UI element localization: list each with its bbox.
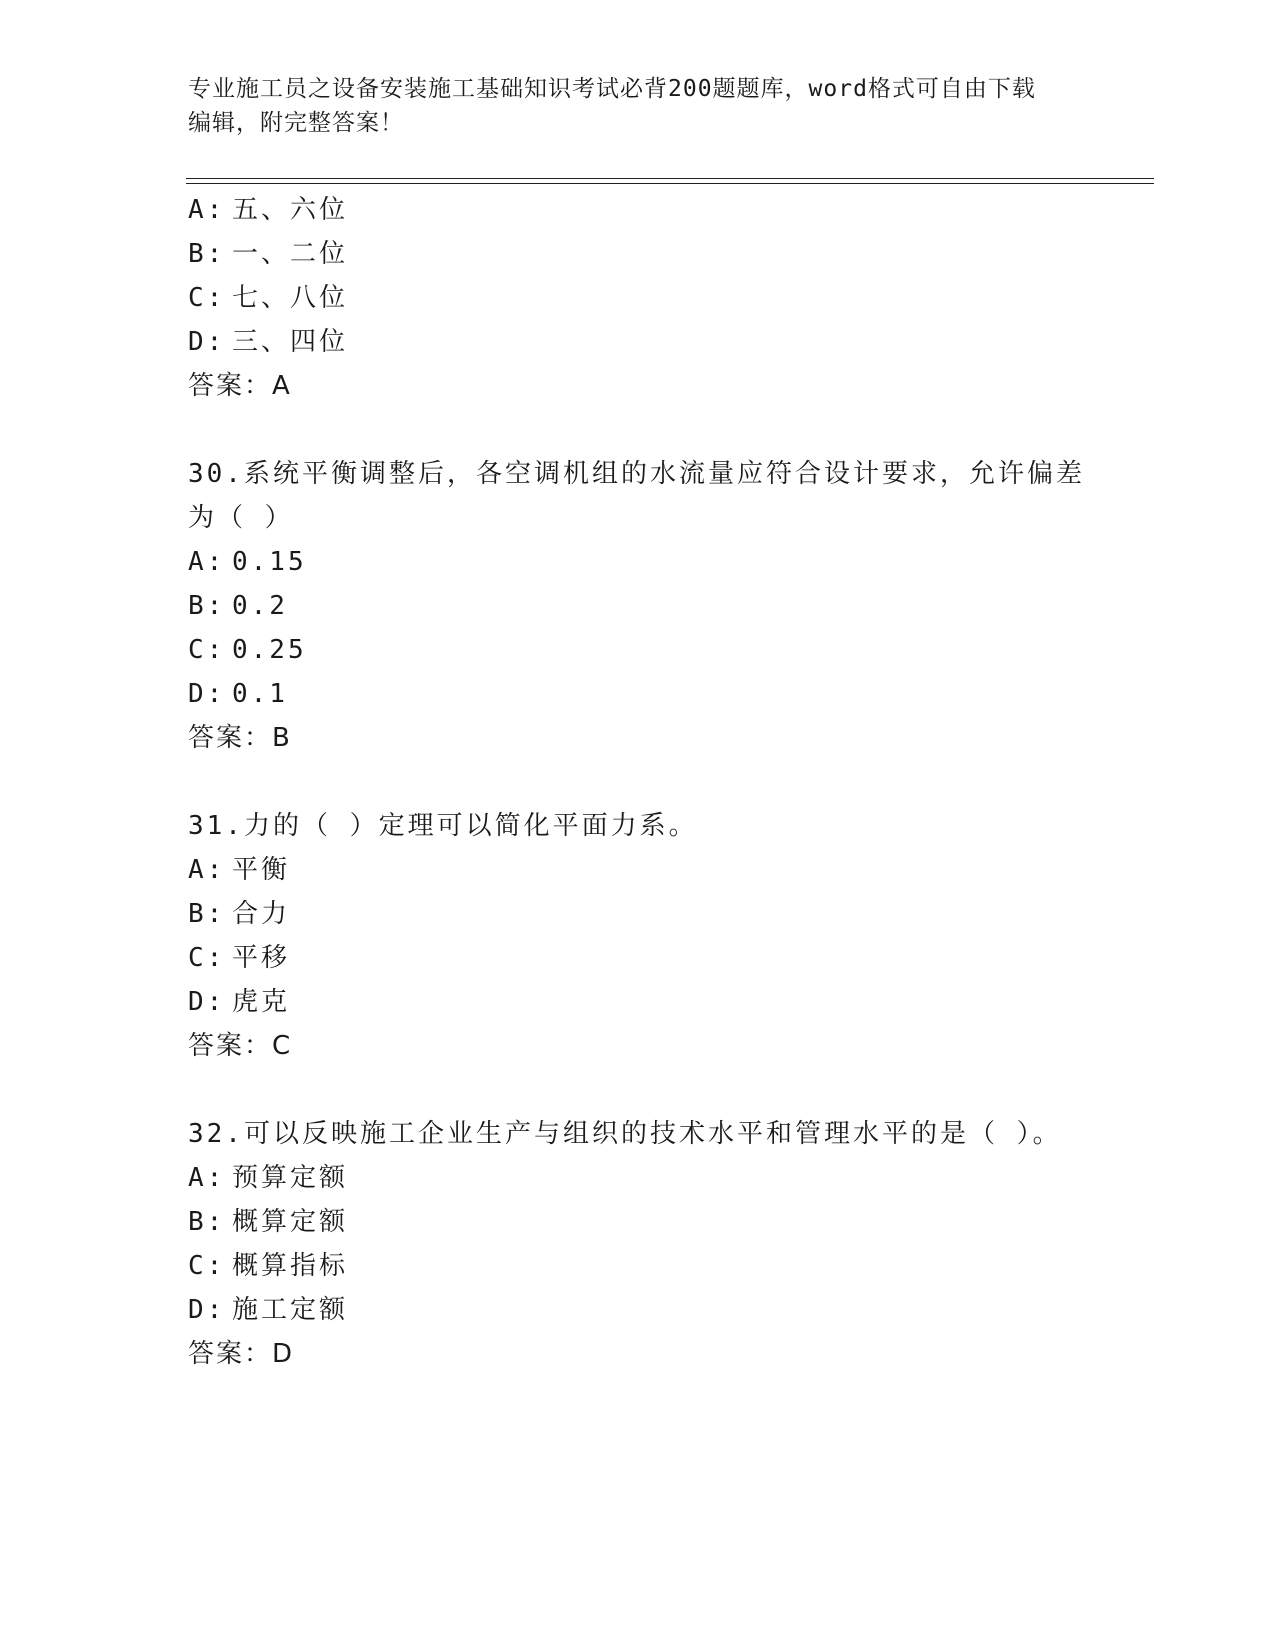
option-label: B: bbox=[188, 591, 226, 621]
q30-option-d bbox=[188, 678, 288, 710]
q32-stem-line-1: 32.可以反映施工企业生产与组织的技术水平和管理水平的是（ ）。 bbox=[188, 1119, 1062, 1149]
q29-answer: 答案：A bbox=[188, 371, 292, 401]
option-text: 0.2 bbox=[232, 591, 288, 621]
option-text: 0.25 bbox=[232, 635, 307, 665]
q32-option-b bbox=[188, 1206, 348, 1238]
q31-option-a bbox=[188, 854, 290, 886]
option-text: 五、六位 bbox=[232, 195, 349, 225]
option-label: D: bbox=[188, 679, 226, 709]
option-text: 0.15 bbox=[232, 547, 307, 577]
q32-answer: 答案：D bbox=[188, 1339, 295, 1369]
option-label: D: bbox=[188, 987, 226, 1017]
option-label: A: bbox=[188, 1163, 226, 1193]
q31-answer: 答案：C bbox=[188, 1031, 293, 1061]
header-line-2: 编辑，附完整答案！ bbox=[188, 110, 404, 136]
q31-stem-line-1: 31.力的（ ）定理可以简化平面力系。 bbox=[188, 811, 698, 841]
option-label: C: bbox=[188, 283, 226, 313]
q31-option-c bbox=[188, 942, 290, 974]
q30-option-c bbox=[188, 634, 307, 666]
option-label: B: bbox=[188, 899, 226, 929]
q29-option-d bbox=[188, 326, 348, 358]
option-label: D: bbox=[188, 327, 226, 357]
header-line-1: 专业施工员之设备安装施工基础知识考试必背200题题库，word格式可自由下载 bbox=[188, 76, 1036, 102]
option-label: B: bbox=[188, 239, 226, 269]
q29-option-b bbox=[188, 238, 348, 270]
option-text: 一、二位 bbox=[232, 239, 349, 269]
option-text: 虎克 bbox=[232, 987, 291, 1017]
option-label: C: bbox=[188, 635, 226, 665]
header-divider-bottom bbox=[186, 183, 1154, 184]
q32-option-a bbox=[188, 1162, 348, 1194]
document-header bbox=[188, 72, 1088, 140]
option-label: A: bbox=[188, 195, 226, 225]
option-text: 七、八位 bbox=[232, 283, 349, 313]
option-text: 0.1 bbox=[232, 679, 288, 709]
option-text: 平移 bbox=[232, 943, 291, 973]
option-text: 合力 bbox=[232, 899, 291, 929]
option-label: B: bbox=[188, 1207, 226, 1237]
q30-option-a bbox=[188, 546, 307, 578]
q30-stem-line-1: 30.系统平衡调整后，各空调机组的水流量应符合设计要求，允许偏差 bbox=[188, 459, 1085, 489]
q31-option-d bbox=[188, 986, 290, 1018]
option-text: 施工定额 bbox=[232, 1295, 349, 1325]
option-text: 预算定额 bbox=[232, 1163, 349, 1193]
option-text: 平衡 bbox=[232, 855, 291, 885]
option-label: C: bbox=[188, 943, 226, 973]
option-text: 概算指标 bbox=[232, 1251, 349, 1281]
option-label: C: bbox=[188, 1251, 226, 1281]
q30-answer: 答案：B bbox=[188, 723, 292, 753]
option-label: D: bbox=[188, 1295, 226, 1325]
option-text: 三、四位 bbox=[232, 327, 349, 357]
option-label: A: bbox=[188, 855, 226, 885]
q30-option-b bbox=[188, 590, 288, 622]
q32-option-d bbox=[188, 1294, 348, 1326]
header-divider-top bbox=[186, 178, 1154, 179]
q30-stem-line-2: 为（ ） bbox=[188, 503, 294, 533]
q29-option-a bbox=[188, 194, 348, 226]
q29-option-c bbox=[188, 282, 348, 314]
q32-option-c bbox=[188, 1250, 348, 1282]
q31-option-b bbox=[188, 898, 290, 930]
option-label: A: bbox=[188, 547, 226, 577]
option-text: 概算定额 bbox=[232, 1207, 349, 1237]
